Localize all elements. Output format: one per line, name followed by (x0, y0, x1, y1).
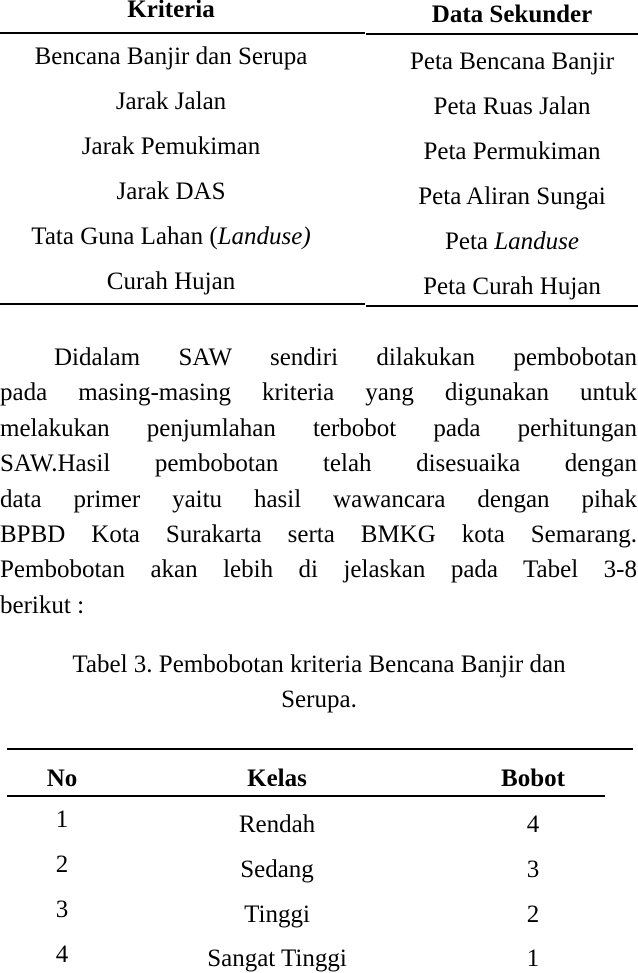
table-row-5-kriteria (31, 223, 310, 251)
table-row-3-kelas: Tinggi (244, 901, 310, 928)
table-row-5-kriteria-italic: Landuse) (217, 223, 311, 250)
table-row-4-kelas: Sangat Tinggi (207, 945, 347, 972)
paragraph-line: SAW.Hasil pembobotan telah disesuaika dengan (0, 450, 637, 478)
table-bottom-rule-right (366, 305, 638, 307)
table-caption-line-1: Tabel 3. Pembobotan kriteria Bencana Banjir dan (72, 651, 566, 678)
paragraph-line: berikut : (0, 591, 85, 619)
table-row-4-bobot: 1 (526, 945, 540, 972)
table-row-2-no: 2 (55, 851, 69, 878)
paragraph-line: Pembobotan akan lebih di jelaskan pada Tabel 3-8 (0, 556, 637, 584)
table-header-rule-right (366, 33, 638, 35)
table-row-1-data: Peta Bencana Banjir (409, 48, 615, 75)
paragraph-line: Didalam SAW sendiri dilakukan pembobotan (54, 344, 637, 371)
paragraph-line: pada masing-masing kriteria yang digunakan untuk (0, 379, 637, 407)
table-row-1-bobot: 4 (526, 811, 540, 838)
table-row-2-kriteria: Jarak Jalan (115, 88, 227, 115)
table-row-2-kelas: Sedang (240, 856, 314, 883)
column-header-data-sekunder: Data Sekunder (431, 1, 593, 28)
table-row-6-kriteria: Curah Hujan (106, 268, 236, 295)
table-row-5-kriteria-text: Tata Guna Lahan ( (31, 223, 218, 250)
column-header-kelas: Kelas (247, 765, 307, 792)
table-row-1-kriteria: Bencana Banjir dan Serupa (34, 43, 308, 70)
column-header-no: No (46, 765, 78, 792)
paragraph-line: melakukan penjumlahan terbobot pada perhitungan (0, 414, 637, 442)
table-row-5-data-italic: Landuse (494, 228, 580, 255)
table-row-5-data-text: Peta (444, 228, 495, 255)
table-row-1-kelas: Rendah (238, 811, 316, 838)
column-header-bobot: Bobot (501, 765, 565, 792)
table-row-3-kriteria: Jarak Pemukiman (81, 133, 261, 160)
column-header-kriteria: Kriteria (127, 0, 215, 23)
table-row-4-no: 4 (55, 941, 69, 968)
table-row-2-bobot: 3 (526, 856, 540, 883)
table-row-4-data: Peta Aliran Sungai (418, 183, 606, 210)
paragraph-line: data primer yaitu hasil wawancara dengan pihak (0, 485, 637, 513)
table-row-1-no: 1 (55, 806, 69, 833)
body-paragraph (0, 340, 637, 623)
table-bottom-rule-left (0, 303, 365, 305)
table-row-2-data: Peta Ruas Jalan (433, 93, 591, 120)
table-row-3-no: 3 (55, 896, 69, 923)
table-row-4-kriteria: Jarak DAS (116, 178, 226, 205)
table-header-rule-left (0, 32, 365, 34)
table-top-rule (7, 748, 633, 750)
table-row-6-data: Peta Curah Hujan (423, 273, 601, 300)
table-header-rule (7, 795, 605, 797)
paragraph-line: BPBD Kota Surakarta serta BMKG kota Semarang. (0, 521, 637, 549)
table-caption-line-2: Serupa. (281, 686, 357, 713)
table-row-3-bobot: 2 (526, 901, 540, 928)
table-row-3-data: Peta Permukiman (423, 138, 601, 165)
table-row-5-data (445, 228, 579, 256)
